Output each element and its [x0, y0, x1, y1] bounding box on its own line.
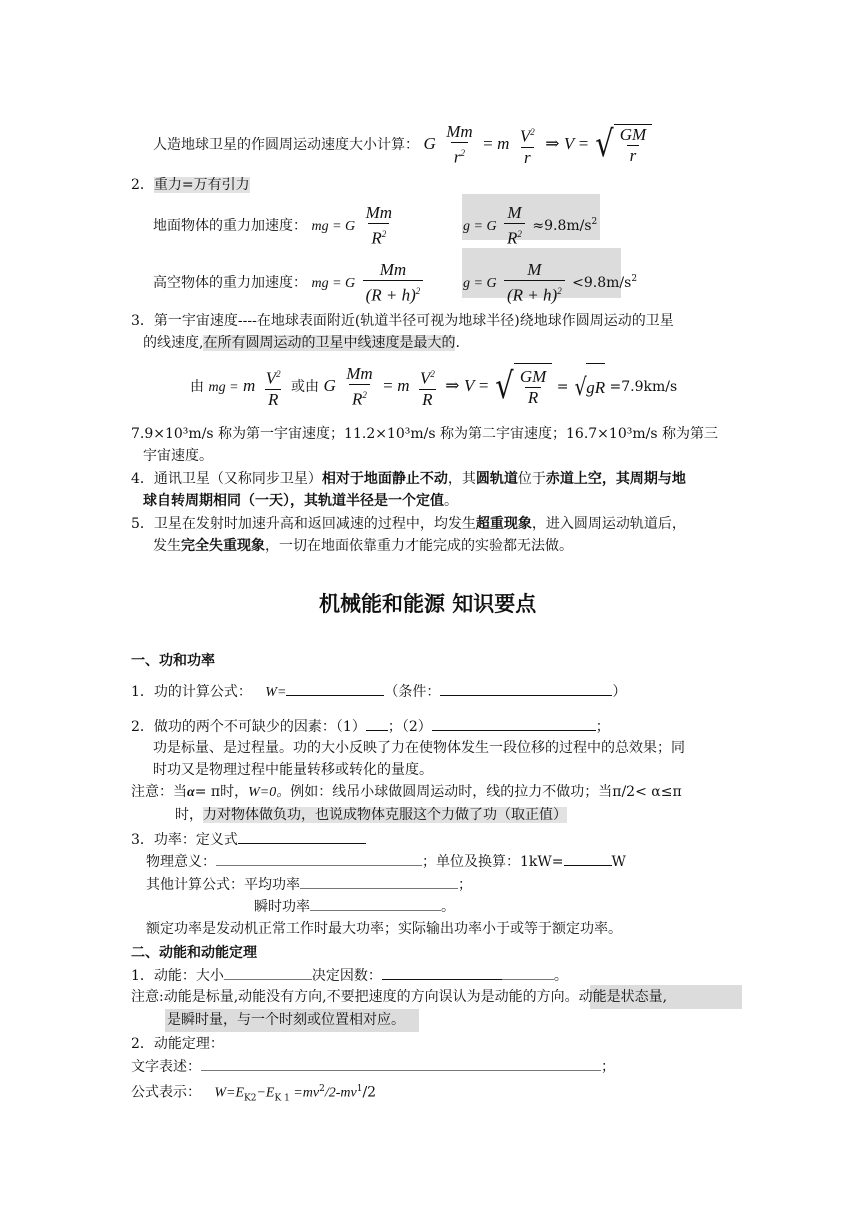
fraction-Mm-R2: $\frac{Mm}{R^2}$ [365, 203, 393, 248]
high-gravity-line: 高空物体的重力加速度： mg = G $\frac{Mm}{(R + h)^2}$ [153, 260, 426, 306]
note-kinetic-line1: 注意:动能是标量,动能没有方向,不要把速度的方向误认为是动能的方向。动能是状态量, [131, 989, 668, 1005]
power-meaning-blank[interactable] [216, 851, 422, 866]
cosmic-speeds-line2: 宇宙速度。 [143, 448, 213, 464]
sqrt-gR: √ gR [573, 363, 605, 412]
fraction-V2-R-b: $\frac{V^2}{R}$ [419, 368, 435, 409]
kinetic-theorem-text-line: 文字表述： ； [131, 1056, 615, 1077]
kinetic-energy-line: 1．动能：大小 决定因数： 。 [131, 965, 568, 986]
power-definition-blank[interactable] [238, 829, 366, 844]
sqrt-GM-r: √ $\frac{GM}{r}$ [593, 124, 652, 166]
fraction-V2-R: $\frac{V^2}{R}$ [265, 368, 281, 409]
ground-gravity-line: 地面物体的重力加速度： mg = G $\frac{Mm}{R^2}$ [153, 203, 398, 249]
section-4-line1: 4．通讯卫星（又称同步卫星）相对于地面静止不动，其圆轨道位于赤道上空，其周期与地 [131, 471, 686, 487]
formula-V: V [563, 133, 575, 153]
ground-g-line: g = G $\frac{M}{R^2}$ $\approx 9.8m/s^2$ [463, 203, 598, 248]
formula-m: m [497, 133, 510, 153]
section-5-line1: 5．卫星在发射时加速升高和返回减速的过程中，均发生超重现象，进入圆周运动轨道后， [131, 516, 686, 532]
work-desc-line1: 功是标量、是过程量。功的大小反映了力在使物体发生一段位移的过程中的总效果；同 [153, 740, 685, 756]
ground-lhs: mg = G [311, 218, 356, 234]
fraction-Mm-R2-b: $\frac{Mm}{R^2}$ [346, 364, 373, 409]
page-title: 机械能和能源 知识要点 [319, 592, 537, 616]
high-g-line: g = G $\frac{M}{(R + h)^2}$ $<9.8m/s^2$ [463, 260, 638, 305]
section-5-line2: 发生完全失重现象，一切在地面依靠重力才能完成的实验都无法做。 [153, 538, 573, 554]
fraction-Mm-r2: $\frac{Mm}{r^2}$ [446, 122, 473, 167]
average-power-blank[interactable] [300, 874, 458, 889]
work-factors-line: 2．做功的两个不可缺少的因素：（1） ；（2） ； [131, 716, 610, 737]
gravity-equals-heading: 重力=万有引力 [153, 177, 250, 193]
section-2-heading: 2．重力=万有引力 [131, 177, 250, 193]
kinetic-theorem-heading: 2．动能定理： [131, 1036, 224, 1052]
factor2-blank[interactable] [432, 716, 596, 731]
cosmic-speeds-line1: 7.9×10³m/s 称为第一宇宙速度；11.2×10³m/s 称为第二宇宙速度；16.7×10³m/s 称为第三 [131, 426, 718, 442]
first-cosmic-speed-formula: 由 mg = m $\frac{V^2}{R}$ 或由 G $\frac{Mm}{R^2}$ = m $\frac{V^2}{R}$ ⇒ V = √ $\frac{GM}{R}$ = √ gR =7.9km/s [190, 362, 677, 412]
note-negative-work-line2: 时，力对物体做负功，也说成物体克服这个力做了功（取正值） [175, 807, 567, 823]
fraction-M-R2: $\frac{M}{R^2}$ [504, 203, 525, 249]
satellite-speed-line: 人造地球卫星的作圆周运动速度大小计算： G $\frac{Mm}{r^2}$ = m $\frac{V^2}{r}$ ⇒ V = √ $\frac{GM}{r}$ [153, 122, 652, 168]
sqrt-GM-R: √ $\frac{GM}{R}$ [493, 363, 552, 412]
section-3-line2: 的线速度,在所有圆周运动的卫星中线速度是最大的. [143, 335, 460, 351]
kinetic-theorem-formula-line: 公式表示： $W=E_{K2}-E_{K 1} =mv^2/2-mv^1/2$ [131, 1084, 377, 1104]
power-definition-line: 3．功率：定义式 [131, 829, 366, 850]
high-g-value: <9.8m/s [572, 274, 632, 291]
kinetic-factor-blank[interactable] [382, 965, 502, 980]
note-negative-work-line1: 注意：当α= π时，W=0。例如：线吊小球做圆周运动时，线的拉力不做功；当π/2< α≤π [131, 784, 682, 800]
average-power-line: 其他计算公式：平均功率 ； [146, 874, 472, 895]
work-formula-blank[interactable] [286, 681, 384, 696]
section-4-line2: 球自转周期相同（一天），其轨道半径是一个定值。 [143, 493, 458, 509]
formula-G: G [423, 133, 436, 153]
section-3-line1: 3．第一宇宙速度----在地球表面附近(轨道半径可视为地球半径)绕地球作圆周运动的卫星 [131, 313, 674, 329]
section-work-power: 一、功和功率 [131, 652, 215, 668]
work-desc-line2: 时功又是物理过程中能量转移或转化的量度。 [153, 762, 433, 778]
factor1-blank[interactable] [366, 716, 388, 731]
fraction-V2-r: $\frac{V^2}{r}$ [519, 126, 535, 167]
instant-power-blank[interactable] [310, 896, 441, 911]
note-kinetic-line2: 是瞬时量，与一个时刻或位置相对应。 [167, 1012, 405, 1028]
work-formula-line: 1．功的计算公式： W= （条件： ） [131, 681, 626, 703]
negative-work-highlight: 力对物体做负功，也说成物体克服这个力做了功（取正值） [203, 807, 567, 823]
kinetic-size-blank[interactable] [224, 965, 312, 980]
rated-power-line: 额定功率是发动机正常工作时最大功率；实际输出功率小于或等于额定功率。 [146, 921, 622, 937]
satellite-speed-label: 人造地球卫星的作圆周运动速度大小计算： [153, 136, 419, 153]
fraction-M-Rh2: $\frac{M}{(R + h)^2}$ [504, 260, 565, 306]
kinetic-factor-blank-ext [502, 965, 554, 980]
fraction-Mm-Rh2: $\frac{Mm}{(R + h)^2}$ [363, 260, 424, 306]
section-kinetic-energy: 二、动能和动能定理 [131, 944, 257, 960]
kinetic-theorem-text-blank[interactable] [201, 1056, 601, 1071]
max-speed-highlight: 在所有圆周运动的卫星中线速度是最大的 [203, 335, 456, 351]
ground-g-value: ≈9.8m/s [532, 217, 592, 234]
instant-power-line: 瞬时功率 。 [254, 896, 455, 917]
kw-conversion-blank[interactable] [564, 851, 612, 866]
power-meaning-line: 物理意义： ；单位及换算：1kW= W [146, 851, 626, 872]
first-cosmic-speed-value: =7.9km/s [609, 379, 678, 395]
work-condition-blank[interactable] [440, 681, 612, 696]
